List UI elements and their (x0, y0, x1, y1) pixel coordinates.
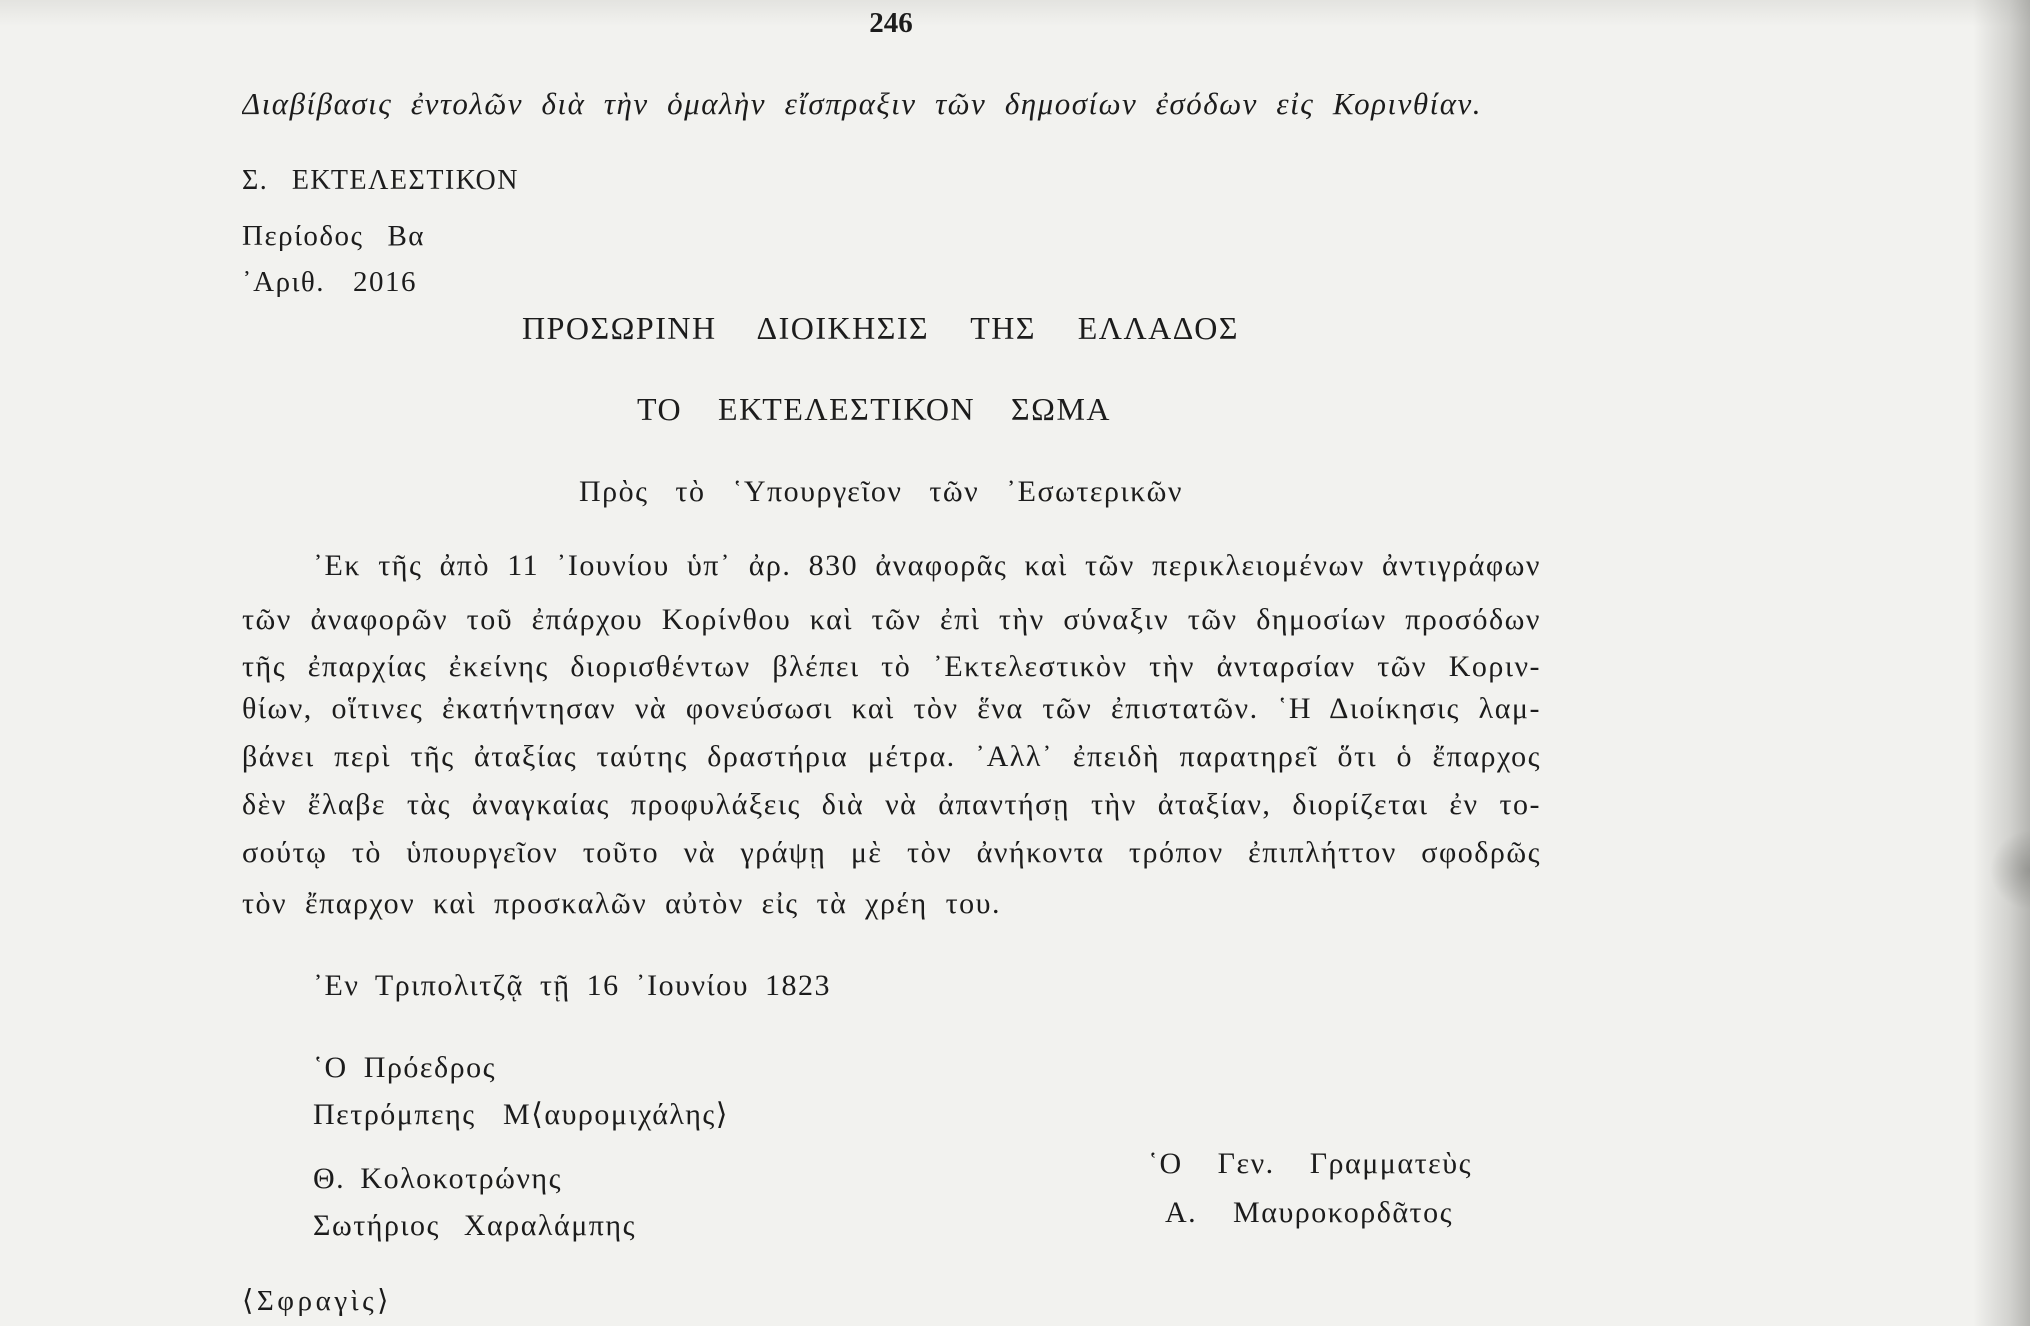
secretary-title: ῾Ο Γεν. Γραμματεὺς (1148, 1147, 1472, 1180)
body-line: τῆς ἐπαρχίας ἐκείνης διορισθέντων βλέπει τὸ ᾽Εκτελεστικὸν τὴν ἀνταρσίαν τῶν Κοριν- (242, 650, 1541, 683)
document-number: ᾽Αριθ. 2016 (242, 266, 417, 298)
body-line: βάνει περὶ τῆς ἀταξίας ταύτης δραστήρια μέτρα. ᾽Αλλ᾽ ἐπειδὴ παρατηρεῖ ὅτι ὁ ἔπαρχος (242, 740, 1541, 773)
period-label: Περίοδος Βα (242, 220, 425, 252)
addressee-line: Πρὸς τὸ ῾Υπουργεῖον τῶν ᾽Εσωτερικῶν (579, 475, 1183, 508)
signatory-kolokotronis: Θ. Κολοκοτρώνης (313, 1162, 562, 1195)
secretary-name: Α. Μαυροκορδᾶτος (1165, 1196, 1453, 1229)
signatory-charalampis: Σωτήριος Χαραλάμπης (313, 1209, 636, 1242)
president-name: Πετρόμπεης Μ⟨αυρομιχάλης⟩ (313, 1098, 729, 1131)
body-line: θίων, οἵτινες ἐκατήντησαν νὰ φονεύσωσι καὶ τὸν ἕνα τῶν ἐπιστατῶν. ῾Η Διοίκησις λαμ- (242, 692, 1541, 725)
heading-executive-body: ΤΟ ΕΚΤΕΛΕΣΤΙΚΟΝ ΣΩΜΑ (637, 391, 1111, 427)
page-number: 246 (869, 7, 913, 39)
body-line: τὸν ἔπαρχον καὶ προσκαλῶν αὐτὸν εἰς τὰ χρέη του. (242, 887, 1001, 920)
scan-edge-shadow (1990, 830, 2030, 910)
source-label: Σ. ΕΚΤΕΛΕΣΤΙΚΟΝ (242, 165, 519, 196)
seal-note: ⟨Σφραγὶς⟩ (242, 1285, 392, 1317)
body-line: ᾽Εκ τῆς ἀπὸ 11 ᾽Ιουνίου ὑπ᾽ ἀρ. 830 ἀναφορᾶς καὶ τῶν περικλειομένων ἀντιγράφων (313, 549, 1541, 582)
body-line: σούτῳ τὸ ὑπουργεῖον τοῦτο νὰ γράψῃ μὲ τὸν ἀνήκοντα τρόπον ἐπιπλήττον σφοδρῶς (242, 836, 1541, 869)
heading-government: ΠΡΟΣΩΡΙΝΗ ΔΙΟΙΚΗΣΙΣ ΤΗΣ ΕΛΛΑΔΟΣ (522, 310, 1239, 346)
document-title: Διαβίβασις ἐντολῶν διὰ τὴν ὁμαλὴν εἴσπραξιν τῶν δημοσίων ἐσόδων εἰς Κορινθίαν. (242, 86, 1482, 121)
president-title: ῾Ο Πρόεδρος (313, 1051, 496, 1084)
body-line: τῶν ἀναφορῶν τοῦ ἐπάρχου Κορίνθου καὶ τῶν ἐπὶ τὴν σύναξιν τῶν δημοσίων προσόδων (242, 603, 1541, 636)
date-line: ᾽Εν Τριπολιτζᾷ τῇ 16 ᾽Ιουνίου 1823 (313, 969, 831, 1002)
body-line: δὲν ἔλαβε τὰς ἀναγκαίας προφυλάξεις διὰ νὰ ἀπαντήσῃ τὴν ἀταξίαν, διορίζεται ἐν το- (242, 788, 1541, 821)
